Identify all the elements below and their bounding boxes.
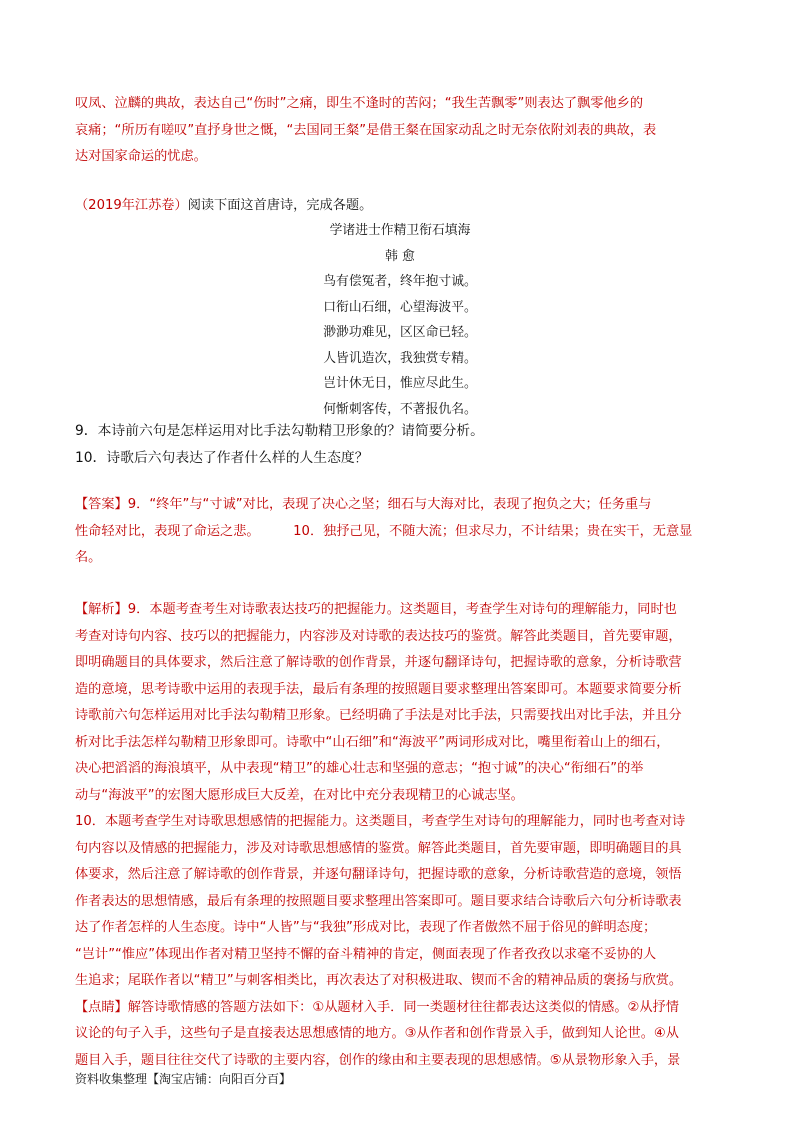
question-instruction: 阅读下面这首唐诗，完成各题。 (187, 198, 373, 213)
poem-line: 渺渺功难见，区区命已轻。 (323, 325, 477, 340)
question-intro (75, 193, 725, 220)
analysis-line: 议论的句子入手，这些句子是直接表达思想感情的地方。③从作者和创作背景入手，做到知人论世。④从 (75, 1026, 679, 1041)
answer-block (75, 492, 725, 572)
analysis-line: 考查对诗句内容、技巧以的把握能力，内容涉及对诗歌的表达技巧的鉴赏。解答此类题目，首先要审题， (75, 628, 682, 644)
analysis-line: 题目入手，题目往往交代了诗歌的主要内容，创作的缘由和主要表现的思想感情。⑤从景物形象入手，景 (75, 1052, 681, 1068)
analysis-line: 体要求，然后注意了解诗歌的创作背景，并逐句翻译诗句，把握诗歌的意象，分析诗歌营造的意境，领悟 (75, 867, 682, 882)
intro-line: 哀痛；“所历有嗟叹”直抒身世之慨，“去国同王粲”是借王粲在国家动乱之时无奈依附刘表的典故，表 (75, 122, 657, 138)
analysis-block (75, 597, 725, 1074)
poem-title: 学诸进士作精卫衔石填海 (329, 223, 471, 238)
footer: 资料收集整理【淘宝店铺：向阳百分百】 (75, 1072, 292, 1086)
question-source: （2019年江苏卷） (75, 198, 188, 213)
answer-line: 性命轻对比，表现了命运之悲。 10．独抒己见，不随大流；但求尽力，不计结果；贵在实干，无意显 (75, 523, 693, 539)
analysis-line: 动与“海波平”的宏图大愿形成巨大反差，在对比中充分表现精卫的心诚志坚。 (75, 787, 524, 803)
poem (0, 218, 800, 422)
poem-line: 人皆讥造次，我独赏专精。 (323, 350, 477, 366)
questions (75, 418, 725, 471)
poem-line: 岂计休无日，惟应尽此生。 (323, 376, 477, 391)
poem-author: 韩 愈 (385, 248, 415, 264)
analysis-line: 10．本题考查学生对诗歌思想感情的把握能力。这类题目，考查学生对诗句的理解能力，同时也考查对诗 (75, 814, 686, 829)
analysis-line: 【点睛】解答诗歌情感的答题方法如下：①从题材入手．同一类题材往往都表达这类似的情感。②从抒情 (75, 999, 679, 1015)
analysis-line: 即明确题目的具体要求，然后注意了解诗歌的创作背景，并逐句翻译诗句，把握诗歌的意象，分析诗歌营 (75, 655, 682, 670)
answer-line: 名。 (75, 550, 102, 565)
intro-line: 达对国家命运的忧虑。 (75, 149, 207, 164)
answer-line: 【答案】9．“终年”与“寸诚”对比，表现了决心之坚；细石与大海对比，表现了抱负之大；任务重与 (75, 497, 652, 512)
analysis-line: 达了作者怎样的人生态度。诗中“人皆”与“我独”形成对比，表现了作者傲然不屈于俗见的鲜明态度； (75, 920, 657, 935)
intro-line: 叹凤、泣麟的典故，表达自己“伤时”之痛，即生不逢时的苦闷；“我生苦飘零”则表达了飘零他乡的 (75, 96, 644, 111)
intro-analysis (75, 91, 725, 171)
analysis-line: “岂计”“惟应”体现出作者对精卫坚持不懈的奋斗精神的肯定，侧面表现了作者孜孜以求毫不妥协的人 (75, 946, 657, 962)
analysis-line: 造的意境，思考诗歌中运用的表现手法，最后有条理的按照题目要求整理出答案即可。本题要求简要分析 (75, 681, 682, 697)
analysis-line: 作者表达的思想情感，最后有条理的按照题目要求整理出答案即可。题目要求结合诗歌后六句分析诗歌表 (75, 893, 682, 909)
analysis-line: 生追求；尾联作者以“精卫”与刺客相类比，再次表达了对积极进取、锲而不舍的精神品质的褒扬与欣赏。 (75, 973, 683, 988)
analysis-line: 【解析】9．本题考查考生对诗歌表达技巧的把握能力。这类题目，考查学生对诗句的理解能力，同时也 (75, 602, 677, 617)
analysis-line: 诗歌前六句怎样运用对比手法勾勒精卫形象。已经明确了手法是对比手法，只需要找出对比手法，并且分 (75, 708, 682, 723)
question-10: 10．诗歌后六句表达了作者什么样的人生态度？ (75, 449, 369, 466)
poem-line: 鸟有偿冤者，终年抱寸诚。 (323, 274, 477, 289)
question-9: 9．本诗前六句是怎样运用对比手法勾勒精卫形象的？请简要分析。 (75, 423, 484, 439)
poem-line: 口衔山石细，心望海波平。 (323, 299, 477, 315)
analysis-line: 析对比手法怎样勾勒精卫形象即可。诗歌中“山石细”和“海波平”两词形成对比，嘴里衔着山上的细石， (75, 734, 670, 750)
poem-line: 何惭刺客传，不著报仇名。 (323, 401, 477, 417)
analysis-line: 句内容以及情感的把握能力，涉及对诗歌思想感情的鉴赏。解答此类题目，首先要审题，即明确题目的具 (75, 840, 682, 856)
analysis-line: 决心把滔滔的海浪填平，从中表现“精卫”的雄心壮志和坚强的意志；“抱寸诚”的决心“衔细石”的举 (75, 761, 644, 776)
